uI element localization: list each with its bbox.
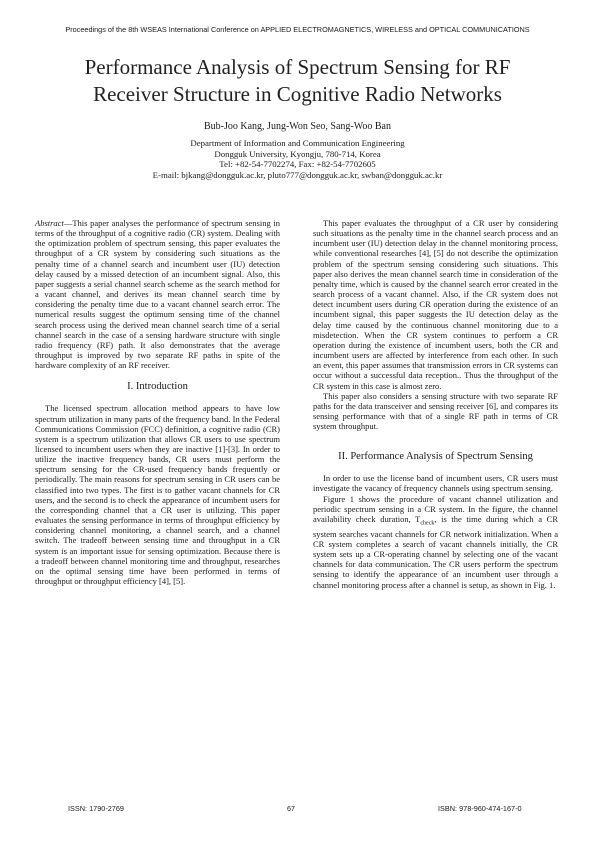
- intro-paragraph-2: This paper evaluates the throughput of a CR user by considering such situations as the penalty time in the channel search process and an incumbent user (IU) detection delay in the channel monitoring process, while conventional researches [4], [5] do not describe the optimization problem of the spectrum sensing considering such situations. This paper also derives the mean channel search time in consideration of the penalty time, which is caused by the channel search error created in the search process of a vacant channel. Also, if the CR system does not detect incumbent users during CR operation during the existence of an incumbent signal, this paper suggests the IU detection delay as the delay time caused by the continuous channel monitoring due to a misdetection. When the CR system continues to perform a CR operation during the existence of incumbent users, both the CR and incumbent users are affected by interference from each other. In such an event, this paper assumes that transmission errors in CR systems can occur without a successful data reception.. Thus the throughput of the CR system in this case is almost zero.: [313, 218, 558, 391]
- section2-p2-before: Figure 1 shows the procedure of vacant channel utilization and periodic spectrum sensing in a CR system. In the figure, the channel availability check duration, T: [313, 493, 558, 524]
- intro-paragraph-3: This paper also considers a sensing structure with two separate RF paths for the data transceiver and sensing receiver [6], and compares its sensing performance with that of a single RF path in terms of CR system throughput.: [313, 390, 558, 432]
- contact-email: E-mail: bjkang@dongguk.ac.kr, pluto777@dongguk.ac.kr, swban@dongguk.ac.kr: [152, 169, 443, 180]
- footer-page-number: 67: [287, 804, 296, 813]
- footer-isbn: ISBN: 978-960-474-167-0: [438, 804, 522, 813]
- authors: Bub-Joo Kang, Jung-Won Seo, Sang-Woo Ban: [204, 121, 391, 132]
- abstract-text: This paper analyses the performance of spectrum sensing in terms of the throughput of a cognitive radio (CR) system. Dealing with the optimization problem of spectrum sensing, this paper evaluates the throughput of a CR system by considering such situations as the penalty time of a channel search and incumbent user (IU) detection delay caused by a missed detection of an incumbent signal. Also, this paper suggests a serial channel search scheme as the search method for a vacant channel, and derives its mean channel search time by considering the penalty time due to a vacant channel search error. The numerical results suggest the optimum sensing time of the channel search process using the derived mean channel search time of a serial channel search in the case of a sensing hardware structure with single radio frequency (RF) path. It also demonstrates that the average throughput is improved by two separate RF paths in spite of the hardware complexity of an RF receiver.: [35, 218, 280, 371]
- intro-paragraph-1: The licensed spectrum allocation method appears to have low spectrum utilization in many parts of the frequency band. In the Federal Communications Commission (FCC) definition, a cognitive radio (CR) system is a spectrum utilization that allows CR users to use spectrum licensed to incumbent users when they are inactive [1]-[3]. In order to utilize the inactive frequency bands, CR users must perform the spectrum sensing for the CR-used frequency bands frequently or periodically. The main reasons for spectrum sensing in CR users can be classified into two types. The first is to gather vacant channels for CR users, and the second is to check the appearance of incumbent users for the corresponding channel that a CR user is utilizing. This paper evaluates the sensing performance in terms of throughput efficiency by considering channel monitoring, a channel search, and a channel switch. The tradeoff between sensing time and throughput in a CR system is an important issue for sensing optimization. Because there is a tradeoff between channel monitoring time and throughput, researches on the optimal sensing time have been performed in terms of throughput or throughput efficiency [4], [5].: [35, 403, 280, 586]
- university: Dongguk University, Kyongju, 780-714, Korea: [214, 148, 381, 159]
- section-heading-introduction: I. Introduction: [127, 381, 188, 393]
- abstract-label: Abstract: [35, 218, 64, 228]
- proceedings-header: Proceedings of the 8th WSEAS International Conference on APPLIED ELECTROMAGNETICS, WIRELESS and OPTICAL COMMUNICATIONS: [65, 25, 530, 34]
- contact-phone: Tel: +82-54-7702274, Fax: +82-54-7702605: [219, 159, 376, 169]
- t-check-subscript: check: [420, 520, 435, 527]
- title-line-1: Performance Analysis of Spectrum Sensing for RF: [84, 55, 511, 79]
- section2-p2-after: , is the time during which a CR system searches vacant channels for CR network initialization. When a CR system completes a search of vacant channels initially, the CR system sets up a CR-operating channel by selecting one of the vacant channels for data communication. The CR users perform the spectrum sensing to identify the appearance of an incumbent user through a channel monitoring process after a channel is setup, as shown in Fig. 1.: [313, 513, 558, 590]
- footer-issn: ISSN: 1790-2769: [68, 804, 124, 813]
- abstract: [35, 218, 280, 370]
- department: Department of Information and Communication Engineering: [190, 138, 405, 148]
- right-column: [313, 218, 558, 590]
- title-line-2: Receiver Structure in Cognitive Radio Networks: [93, 82, 502, 106]
- left-column: [35, 218, 280, 586]
- section-heading-performance-analysis: II. Performance Analysis of Spectrum Sensing: [338, 451, 533, 463]
- paper-title: [30, 54, 565, 108]
- section2-paragraph-1: In order to use the license band of incumbent users, CR users must investigate the vacancy of frequency channels using spectrum sensing.: [313, 473, 558, 494]
- affiliation: [0, 138, 595, 180]
- section2-paragraph-2: [313, 494, 558, 590]
- abstract-dash: —: [63, 218, 73, 228]
